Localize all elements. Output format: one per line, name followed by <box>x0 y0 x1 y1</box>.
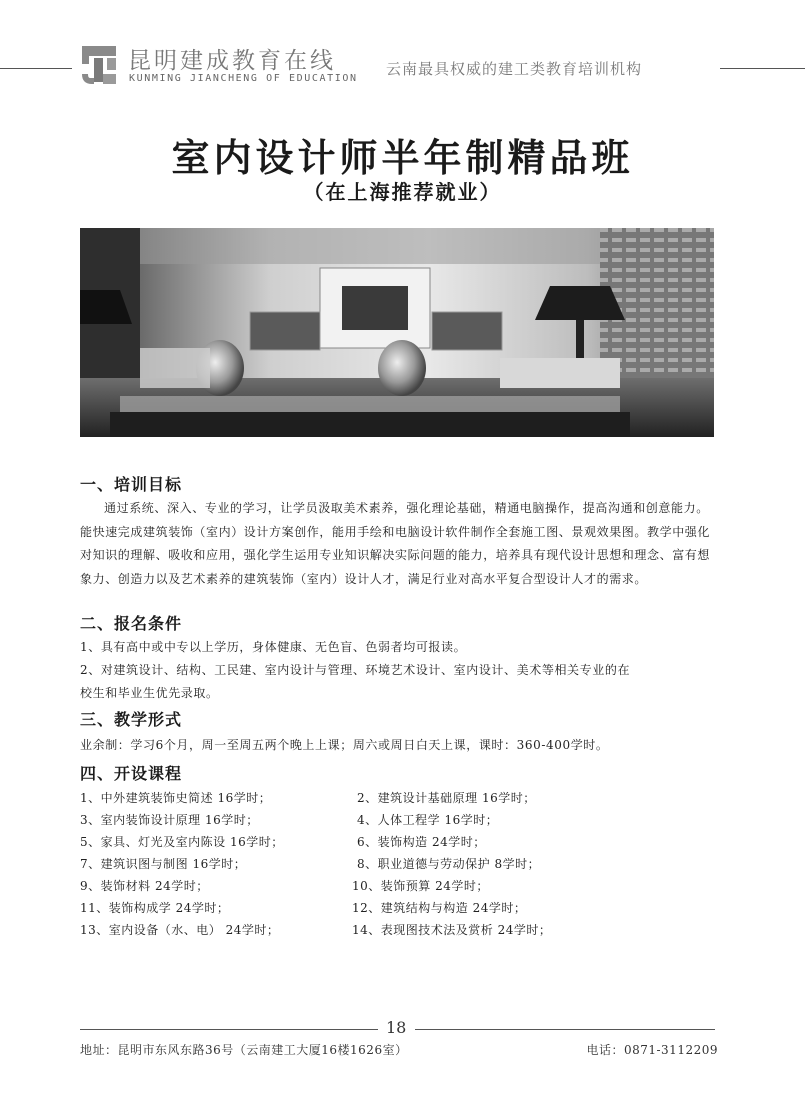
course-item: 4、人体工程学 16学时； <box>357 813 499 827</box>
goals-paragraph <box>80 497 716 591</box>
goals-text: 通过系统、深入、专业的学习，让学员汲取美术素养，强化理论基础，精通电脑操作，提高沟通和创意能力。能快速完成建筑装饰（室内）设计方案创作，能用手绘和电脑设计软件制作全套施工图、景观效果图。教学中强化对知识的理解、吸收和应用，强化学生运用专业知识解决实际问题的能力，培养具有现代设计思想和理念、富有想象力、创造力以及艺术素养的建筑装饰（室内）设计人才，满足行业对高水平复合型设计人才的需求。 <box>80 501 711 586</box>
page-title: 室内设计师半年制精品班 <box>171 136 634 180</box>
requirement-item: 1、具有高中或中专以上学历，身体健康、无色盲、色弱者均可报读。 <box>80 640 467 654</box>
section-heading-requirements: 二、报名条件 <box>80 614 183 633</box>
footer-rule-right <box>415 1029 715 1030</box>
header-slogan: 云南最具权威的建工类教育培训机构 <box>386 60 643 78</box>
course-item: 5、家具、灯光及室内陈设 16学时； <box>80 835 284 849</box>
footer-phone: 电话：0871-3112209 <box>586 1043 718 1057</box>
jc-logo-icon <box>80 44 118 86</box>
course-item: 1、中外建筑装饰史简述 16学时； <box>80 791 272 805</box>
section-heading-goals: 一、培训目标 <box>80 475 183 494</box>
course-item: 10、装饰预算 24学时； <box>352 879 489 893</box>
footer-address: 地址：昆明市东风东路36号（云南建工大厦16楼1626室） <box>80 1043 408 1057</box>
requirement-item: 2、对建筑设计、结构、工民建、室内设计与管理、环境艺术设计、室内设计、美术等相关专业的在 <box>80 663 631 677</box>
course-item: 6、装饰构造 24学时； <box>357 835 486 849</box>
course-item: 13、室内设备（水、电） 24学时； <box>80 923 280 937</box>
brand-name-en: KUNMING JIANCHENG OF EDUCATION <box>129 73 358 84</box>
course-item: 7、建筑识图与制图 16学时； <box>80 857 247 871</box>
footer-rule-left <box>80 1029 378 1030</box>
section-heading-courses: 四、开设课程 <box>80 764 183 783</box>
header-rule-right <box>720 68 805 69</box>
interior-living-room-photo <box>80 228 714 437</box>
course-item: 12、建筑结构与构造 24学时； <box>352 901 527 915</box>
course-item: 8、职业道德与劳动保护 8学时； <box>357 857 541 871</box>
course-item: 14、表现图技术法及赏析 24学时； <box>352 923 552 937</box>
course-item: 11、装饰构成学 24学时； <box>80 901 230 915</box>
section-heading-format: 三、教学形式 <box>80 710 183 729</box>
page-subtitle: （在上海推荐就业） <box>303 180 502 204</box>
course-item: 3、室内装饰设计原理 16学时； <box>80 813 259 827</box>
requirement-item: 校生和毕业生优先录取。 <box>80 686 219 700</box>
course-item: 2、建筑设计基础原理 16学时； <box>357 791 536 805</box>
page-number: 18 <box>386 1018 407 1037</box>
course-item: 9、装饰材料 24学时； <box>80 879 209 893</box>
header-rule-left <box>0 68 72 69</box>
brand-name-cn: 昆明建成教育在线 <box>128 48 336 74</box>
format-text: 业余制：学习6个月，周一至周五两个晚上上课；周六或周日白天上课，课时：360-400学时。 <box>80 738 609 752</box>
